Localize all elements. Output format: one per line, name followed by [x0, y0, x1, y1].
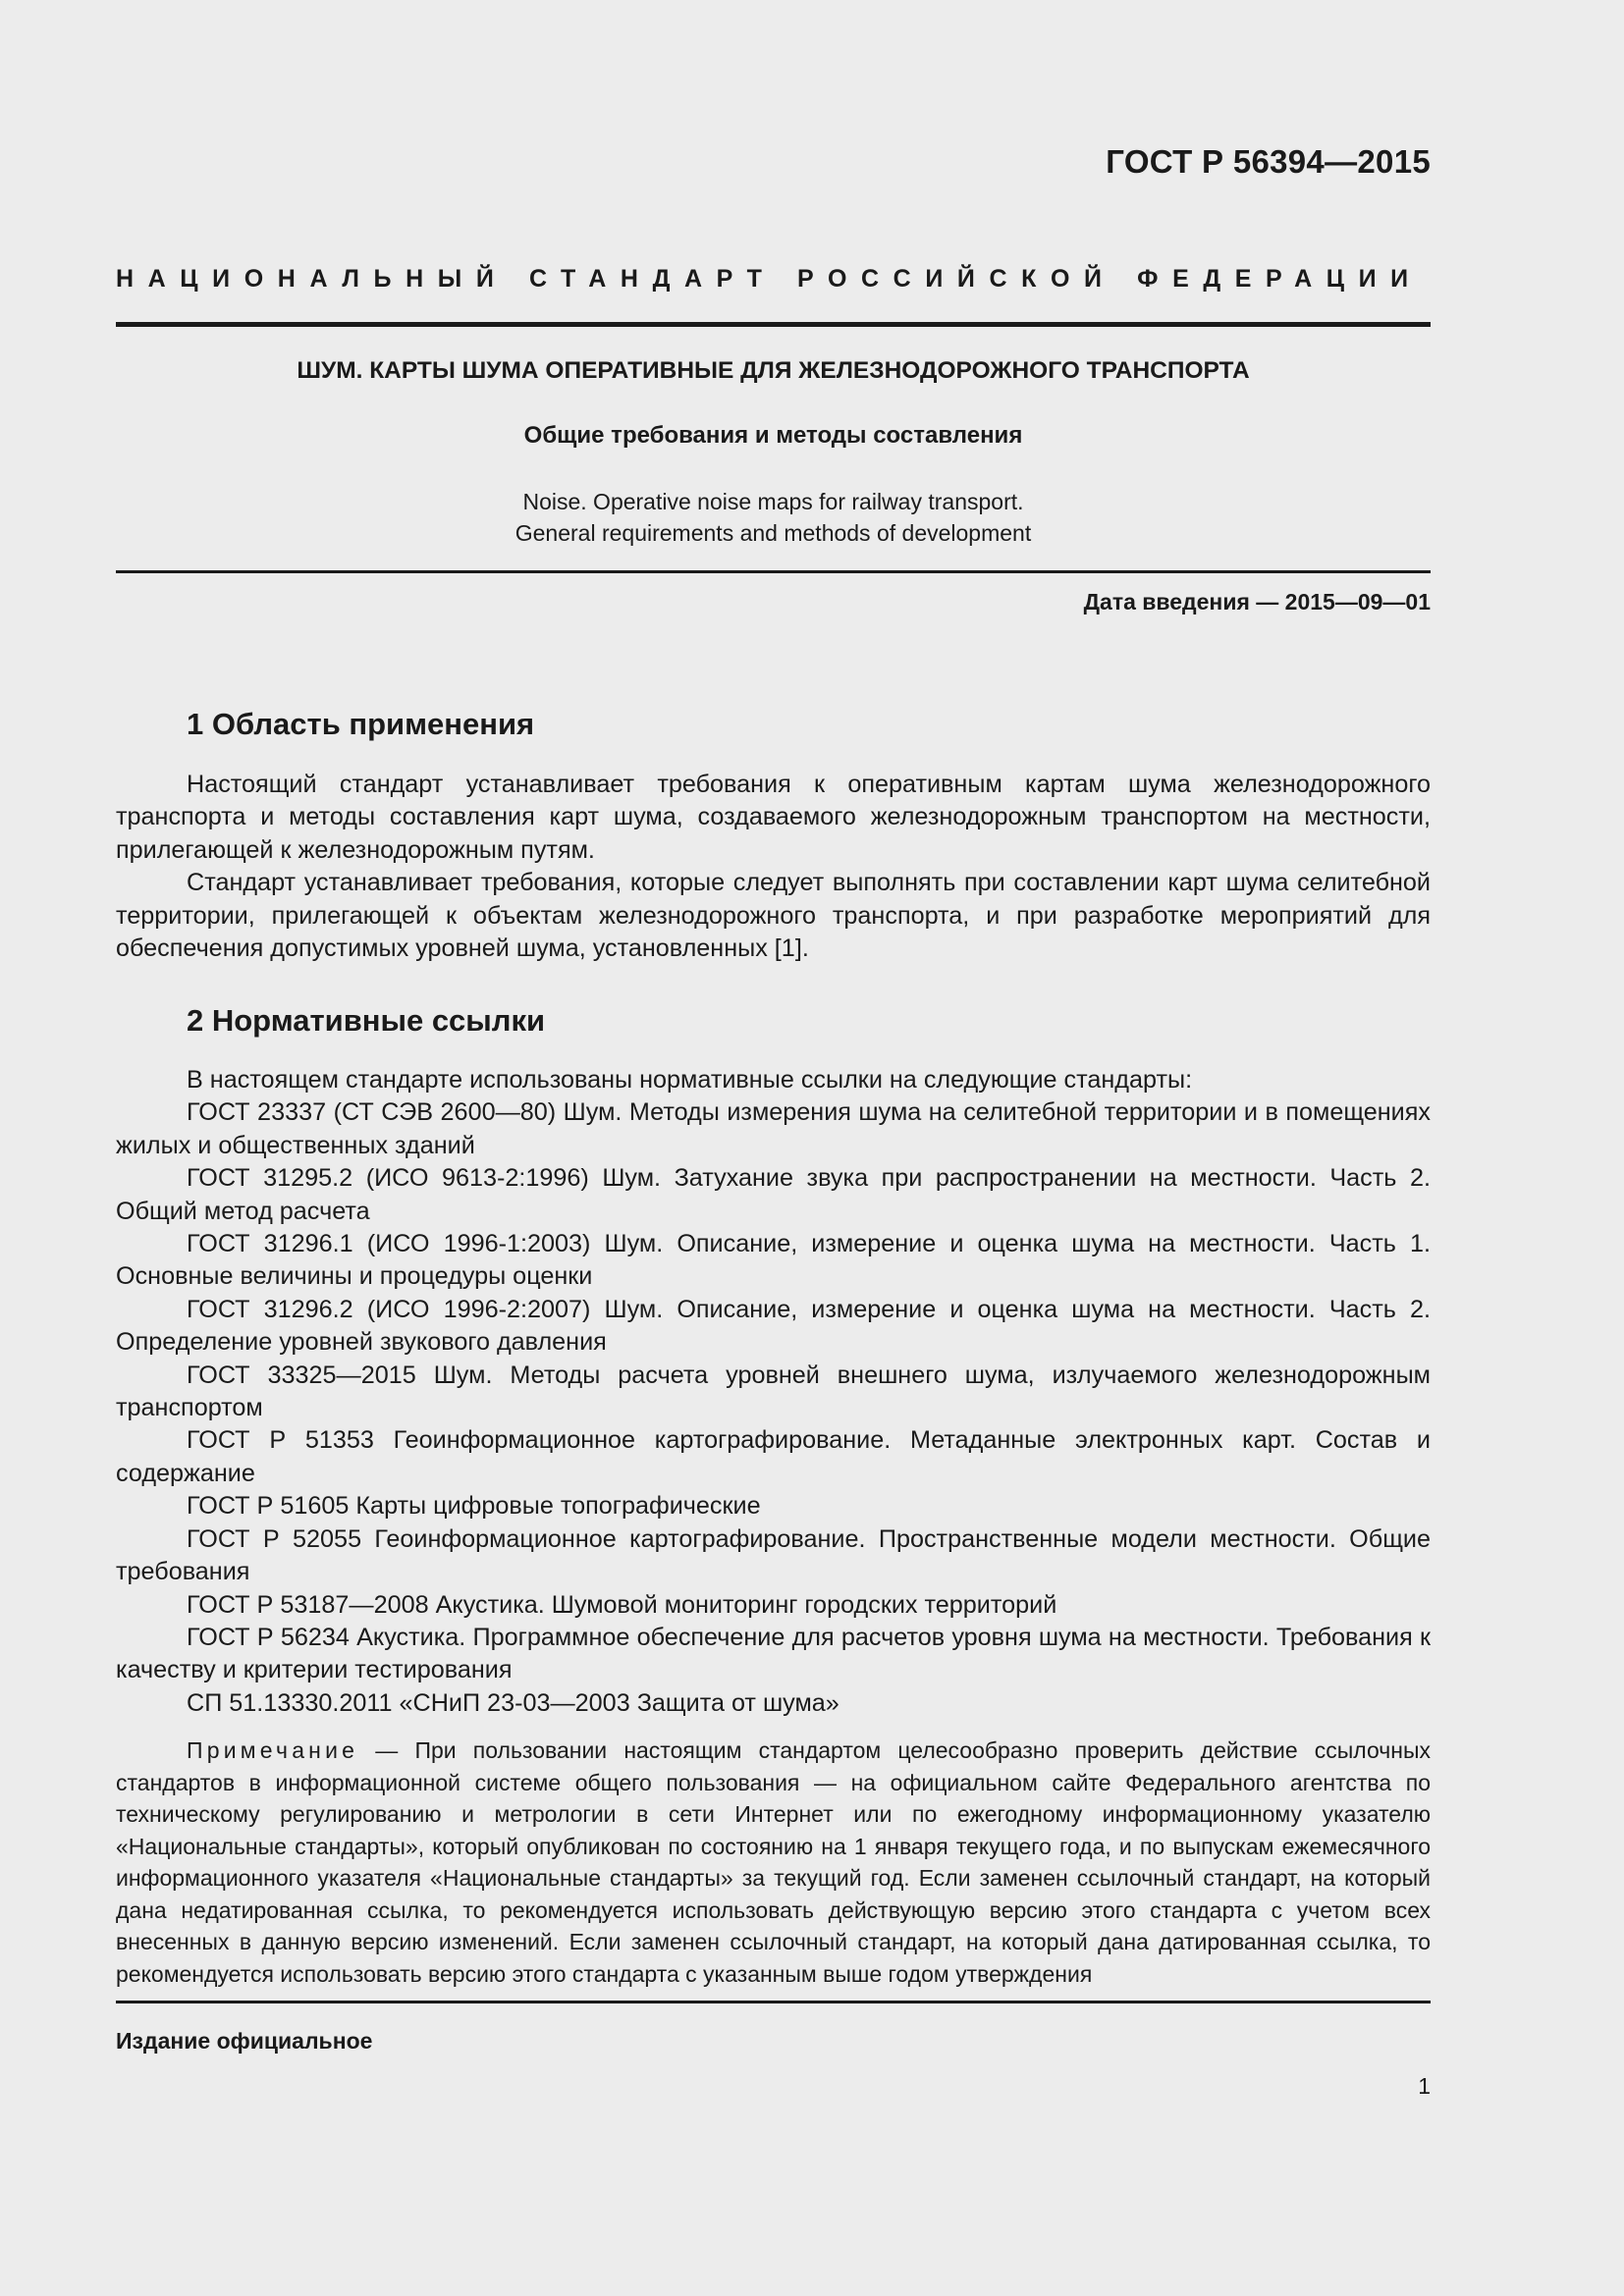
introduction-date: Дата введения — 2015—09—01: [1083, 589, 1431, 614]
title-english-line-1: Noise. Operative noise maps for railway transport.: [522, 489, 1024, 514]
standard-header: НАЦИОНАЛЬНЫЙ СТАНДАРТ РОССИЙСКОЙ ФЕДЕРАЦИИ: [116, 265, 1423, 293]
note-block: [116, 1735, 1431, 1990]
reference-item: ГОСТ 31296.2 (ИСО 1996-2:2007) Шум. Описание, измерение и оценка шума на местности. Часть 2. Определение уровней звукового давления: [116, 1295, 1431, 1357]
reference-item: ГОСТ Р 53187—2008 Акустика. Шумовой мониторинг городских территорий: [187, 1590, 1057, 1619]
reference-item: ГОСТ Р 51353 Геоинформационное картографирование. Метаданные электронных карт. Состав и содержание: [116, 1426, 1431, 1487]
section-1-paragraph-1: Настоящий стандарт устанавливает требования к оперативным картам шума железнодорожного транспорта и методы составления карт шума, создаваемого железнодорожным транспортом на местности, прилегающей к железнодорожным путям.: [116, 771, 1431, 864]
document-number: ГОСТ Р 56394—2015: [1106, 143, 1431, 180]
section-1-paragraph-2: Стандарт устанавливает требования, которые следует выполнять при составлении карт шума селитебной территории, прилегающей к объектам железнодорожного транспорта, и при разработке мероприятий для обеспечения допустимых уровней шума, установленных [1].: [116, 869, 1431, 963]
document-page: [116, 0, 1431, 2296]
title-divider: [116, 570, 1431, 573]
header-divider: [116, 322, 1431, 327]
note-text: — При пользовании настоящим стандартом целесообразно проверить действие ссылочных стандартов в информационной системе общего пользования — на официальном сайте Федерального агентства по техническому регулированию и метрологии в сети Интернет или по ежегодному информационному указателю «Национальные стандарты», который опубликован по состоянию на 1 января текущего года, и по выпускам ежемесячного информационного указателя «Национальные стандарты» за текущий год. Если заменен ссылочный стандарт, на который дана недатированная ссылка, то рекомендуется использовать действующую версию этого стандарта с учетом всех внесенных в данную версию изменений. Если заменен ссылочный стандарт, на который дана датированная ссылка, то рекомендуется использовать версию этого стандарта с указанным выше годом утверждения: [116, 1737, 1431, 1987]
reference-item: СП 51.13330.2011 «СНиП 23-03—2003 Защита от шума»: [187, 1688, 839, 1717]
reference-item: ГОСТ Р 56234 Акустика. Программное обеспечение для расчетов уровня шума на местности. Требования к качеству и критерии тестирования: [116, 1623, 1431, 1684]
reference-item: ГОСТ 31295.2 (ИСО 9613-2:1996) Шум. Затухание звука при распространении на местности. Часть 2. Общий метод расчета: [116, 1164, 1431, 1225]
title-english: [116, 486, 1431, 549]
page-number: 1: [1418, 2073, 1431, 2099]
section-2-intro: В настоящем стандарте использованы нормативные ссылки на следующие стандарты:: [187, 1066, 1193, 1094]
section-1-body: [116, 769, 1431, 965]
footer-divider: [116, 2001, 1431, 2003]
reference-item: ГОСТ 31296.1 (ИСО 1996-1:2003) Шум. Описание, измерение и оценка шума на местности. Часть 1. Основные величины и процедуры оценки: [116, 1230, 1431, 1291]
section-1-title: 1 Область применения: [187, 707, 535, 741]
edition-label: Издание официальное: [116, 2028, 373, 2054]
section-2-title: 2 Нормативные ссылки: [187, 1003, 546, 1038]
reference-item: ГОСТ 23337 (СТ СЭВ 2600—80) Шум. Методы измерения шума на селитебной территории и в помещениях жилых и общественных зданий: [116, 1098, 1431, 1159]
note-paragraph: [116, 1735, 1431, 1990]
reference-item: ГОСТ 33325—2015 Шум. Методы расчета уровней внешнего шума, излучаемого железнодорожным транспортом: [116, 1361, 1431, 1422]
title-english-line-2: General requirements and methods of development: [514, 520, 1032, 546]
reference-item: ГОСТ Р 52055 Геоинформационное картографирование. Пространственные модели местности. Общие требования: [116, 1524, 1431, 1586]
reference-item: ГОСТ Р 51605 Карты цифровые топографические: [187, 1492, 761, 1521]
title-russian: ШУМ. КАРТЫ ШУМА ОПЕРАТИВНЫЕ ДЛЯ ЖЕЛЕЗНОДОРОЖНОГО ТРАНСПОРТА: [297, 357, 1250, 384]
section-2-body: [116, 1064, 1431, 1720]
note-label: Примечание: [187, 1737, 359, 1763]
subtitle-russian: Общие требования и методы составления: [523, 422, 1023, 449]
